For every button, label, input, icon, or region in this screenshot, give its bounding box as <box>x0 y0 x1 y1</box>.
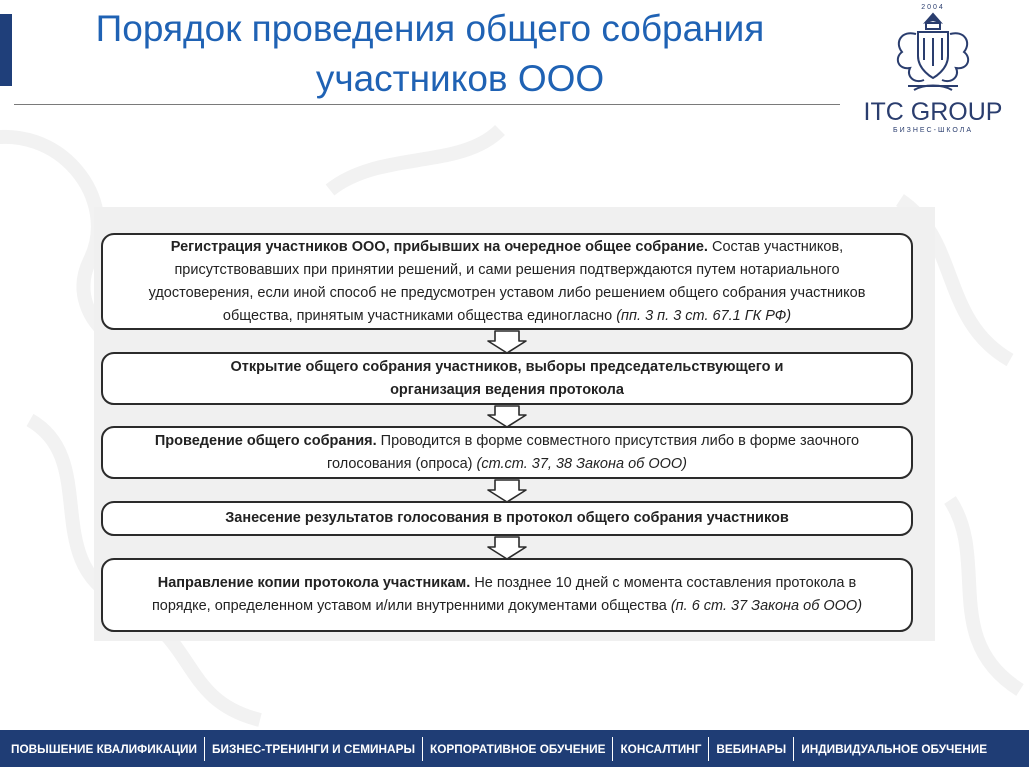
footer-item-webinars[interactable]: ВЕБИНАРЫ <box>716 741 787 756</box>
logo-name: ITC GROUP <box>863 98 1003 126</box>
step-text: Проводится в форме совместного присутствия либо в форме заочного голосования (опроса) <box>327 432 860 472</box>
logo-year: 2004 <box>921 4 945 11</box>
footer-nav <box>0 730 1029 767</box>
legal-reference: (п. 6 ст. 37 Закона об ООО) <box>670 598 863 614</box>
footer-item-trainings[interactable]: БИЗНЕС-ТРЕНИНГИ И СЕМИНАРЫ <box>212 741 415 756</box>
step-title: Открытие общего собрания участников, выборы председательствующего и организация ведения протокола <box>230 358 784 398</box>
legal-reference: (ст.ст. 37, 38 Закона об ООО) <box>476 455 687 472</box>
step-text: Не позднее 10 дней с момента составления протокола в порядке, определенном уставом и/или внутренними документами общества <box>151 575 857 614</box>
step-registration <box>101 233 913 330</box>
step-title: Проведение общего собрания. <box>154 432 377 449</box>
footer-item-individual[interactable]: ИНДИВИДУАЛЬНОЕ ОБУЧЕНИЕ <box>801 741 988 756</box>
step-conduct <box>101 426 913 479</box>
footer-item-consulting[interactable]: КОНСАЛТИНГ <box>620 741 702 756</box>
title-line-1: Порядок проведения общего собрания <box>95 8 765 49</box>
step-title: Направление копии протокола участникам. <box>157 575 471 591</box>
step-voting-results <box>101 501 913 536</box>
step-title: Занесение результатов голосования в протокол общего собрания участников <box>225 510 789 526</box>
footer-item-corporate[interactable]: КОРПОРАТИВНОЕ ОБУЧЕНИЕ <box>430 741 606 756</box>
footer-item-qualification[interactable]: ПОВЫШЕНИЕ КВАЛИФИКАЦИИ <box>11 741 197 756</box>
arrow-down-icon <box>488 537 526 559</box>
title-line-2: участников ООО <box>315 58 605 99</box>
step-protocol-copy <box>101 558 913 632</box>
step-text: Состав участников, присутствовавших при принятии решений, и сами решения подтверждаются путем нотариального удостоверения, если иной способ не предусмотрен уставом либо решением общего собрания участников общества, принятым участниками общества единогласно <box>148 238 866 324</box>
arrow-down-icon <box>488 480 526 502</box>
arrow-down-icon <box>488 406 526 427</box>
legal-reference: (пп. 3 п. 3 ст. 67.1 ГК РФ) <box>616 307 792 324</box>
logo-subtitle: БИЗНЕС-ШКОЛА <box>892 127 973 134</box>
step-opening <box>101 352 913 405</box>
arrow-down-icon <box>488 331 526 353</box>
step-title: Регистрация участников ООО, прибывших на очередное общее собрание. <box>170 238 708 255</box>
